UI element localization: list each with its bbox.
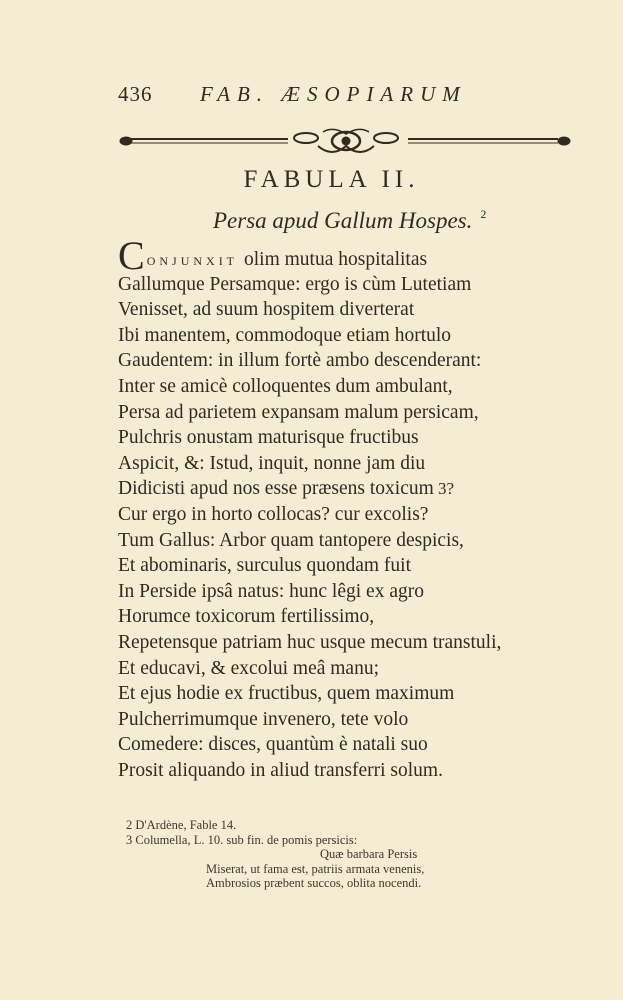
decorative-rule-ornament bbox=[118, 126, 574, 156]
verse-line bbox=[118, 553, 548, 579]
verse-line bbox=[118, 528, 548, 554]
verse-line bbox=[118, 348, 548, 374]
verse-text: Et abominaris, surculus quondam fuit bbox=[118, 555, 411, 577]
verse-line bbox=[118, 732, 548, 758]
verse-text: Aspicit, &: Istud, inquit, nonne jam diu bbox=[118, 452, 426, 474]
verse-text: Pulchris onustam maturisque fructibus bbox=[118, 427, 419, 449]
verse-line bbox=[118, 502, 548, 528]
verse-line bbox=[118, 451, 548, 477]
verse-line bbox=[118, 297, 548, 323]
verse-line bbox=[118, 707, 548, 733]
verse-text: Et educavi, & excolui meâ manu; bbox=[118, 657, 379, 679]
verse-line bbox=[118, 374, 548, 400]
verse-text: Persa ad parietem expansam malum persicam, bbox=[118, 401, 479, 423]
verse-line bbox=[118, 233, 548, 278]
verse-line bbox=[118, 656, 548, 682]
verse-block bbox=[118, 233, 548, 783]
footnote-marker: 3? bbox=[433, 479, 455, 499]
small-caps-word: ONJUNXIT bbox=[146, 254, 239, 268]
verse-text: Gallumque Persamque: ergo is cùm Lutetiam bbox=[118, 273, 472, 295]
verse-line bbox=[118, 425, 548, 451]
verse-text: In Perside ipsâ natus: hunc lêgi ex agro bbox=[118, 580, 424, 602]
verse-line bbox=[118, 681, 548, 707]
verse-text: Tum Gallus: Arbor quam tantopere despicis, bbox=[118, 529, 464, 551]
verse-text: Et ejus hodie ex fructibus, quem maximum bbox=[118, 683, 455, 705]
fable-subtitle bbox=[213, 207, 486, 234]
verse-text: Cur ergo in horto collocas? cur excolis? bbox=[118, 503, 429, 525]
running-head: FAB. ÆSOPIARUM bbox=[200, 82, 467, 106]
verse-line bbox=[118, 400, 548, 426]
verse-line bbox=[118, 604, 548, 630]
drop-capital: C bbox=[118, 233, 145, 278]
verse-line bbox=[118, 758, 548, 784]
verse-text: Comedere: disces, quantùm è natali suo bbox=[118, 734, 428, 756]
verse-line bbox=[118, 630, 548, 656]
verse-line bbox=[118, 323, 548, 349]
verse-line bbox=[118, 579, 548, 605]
verse-line bbox=[118, 272, 548, 298]
subtitle-text: Persa apud Gallum Hospes. bbox=[213, 208, 473, 233]
page-number: 436 bbox=[118, 82, 153, 106]
verse-text: Repetensque patriam huc usque mecum transtuli, bbox=[118, 631, 502, 653]
verse-text: Didicisti apud nos esse præsens toxicum bbox=[118, 478, 434, 500]
verse-text: olim mutua hospitalitas bbox=[244, 249, 428, 270]
footnote-line: Ambrosios præbent succos, oblita nocendi. bbox=[206, 876, 422, 890]
verse-text: Pulcherrimumque invenero, tete volo bbox=[118, 708, 409, 730]
verse-text: Prosit aliquando in aliud transferri solum. bbox=[118, 759, 443, 781]
footnote-line: 2 D'Ardène, Fable 14. bbox=[126, 818, 237, 832]
verse-text: Inter se amicè colloquentes dum ambulant, bbox=[118, 375, 453, 397]
footnotes bbox=[126, 818, 506, 891]
verse-line bbox=[118, 476, 548, 502]
verse-text: Ibi manentem, commodoque etiam hortulo bbox=[118, 324, 452, 346]
footnote-line: 3 Columella, L. 10. sub fin. de pomis persicis: bbox=[126, 832, 358, 847]
page-header bbox=[118, 82, 518, 112]
footnote-line: Miserat, ut fama est, patriis armata venenis, bbox=[206, 861, 425, 876]
footnote-line: Quæ barbara Persis bbox=[320, 847, 418, 861]
fable-title: FABULA II. bbox=[243, 166, 420, 193]
footnote-marker: 2 bbox=[480, 207, 487, 221]
verse-text: Venisset, ad suum hospitem diverterat bbox=[118, 299, 415, 321]
verse-text: Horumce toxicorum fertilissimo, bbox=[118, 606, 375, 628]
verse-text: Gaudentem: in illum fortè ambo descenderant: bbox=[118, 350, 482, 372]
